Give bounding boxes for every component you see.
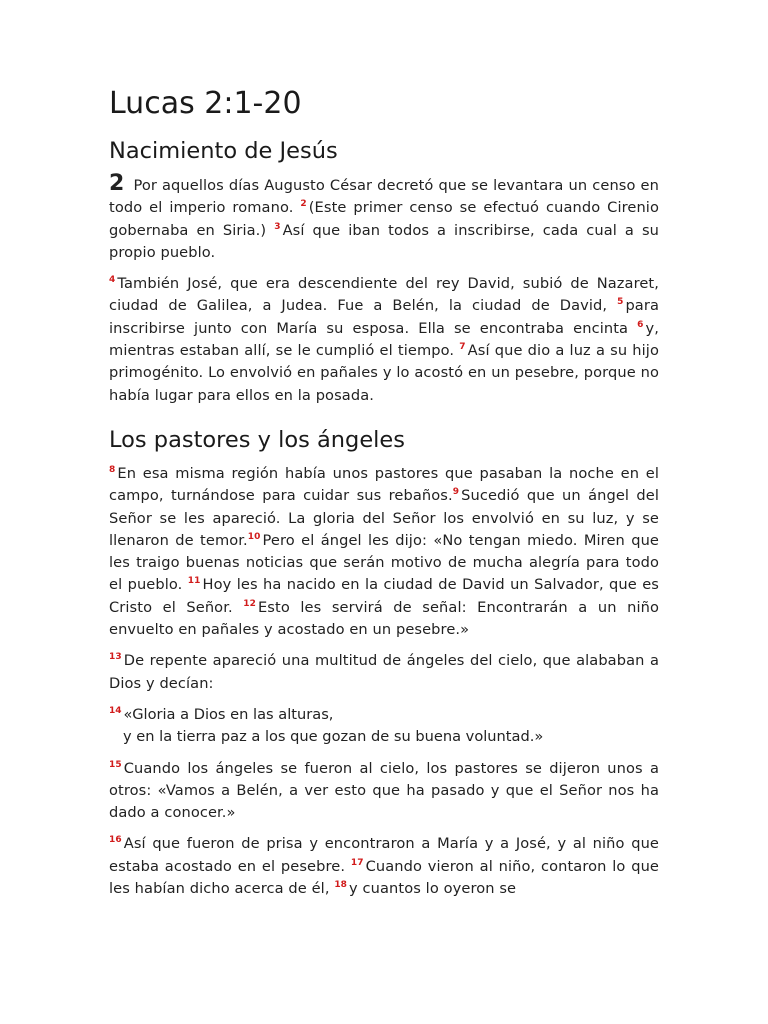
verse-text-2: (Este primer censo se efectuó cuando Cirenio gobernaba en Siria.): [109, 199, 659, 239]
verse-text-11: Hoy les ha nacido en la ciudad de David un Salvador, que es Cristo el Señor.: [109, 576, 659, 616]
verse-text-18: y cuantos lo oyeron se: [349, 880, 517, 898]
verse-number-11: 11: [187, 576, 201, 587]
verse-number-9: 9: [452, 487, 460, 498]
verse-number-4: 4: [109, 275, 116, 286]
verse-text-3: Así que iban todos a inscribirse, cada cual a su propio pueblo.: [109, 221, 659, 261]
verse-number-13: 13: [109, 652, 122, 663]
paragraph-7: [109, 833, 659, 900]
section-heading-shepherds: Los pastores y los ángeles: [109, 426, 405, 453]
page-title: Lucas 2:1-20: [109, 86, 302, 121]
verse-number-8: 8: [109, 464, 116, 475]
verse-text-8: En esa misma región había unos pastores que pasaban la noche en el campo, turnándose para cuidar sus rebaños.: [109, 464, 659, 505]
verse-text-16: Así que fueron de prisa y encontraron a María y a José, y al niño que estaba acostado en el pesebre.: [109, 835, 659, 875]
verse-text-1: Por aquellos días Augusto César decretó que se levantara un censo en todo el imperio romano.: [109, 177, 659, 217]
paragraph-3: [109, 463, 659, 641]
verse-text-4: También José, que era descendiente del rey David, subió de Nazaret, ciudad de Galilea, a Judea. Fue a Belén, la ciudad de David,: [109, 275, 659, 315]
verse-number-2: 2: [300, 199, 307, 210]
verse-number-15: 15: [109, 759, 122, 770]
chapter-number: 2: [109, 171, 125, 196]
document-page: [109, 84, 659, 909]
verse-number-18: 18: [334, 880, 348, 891]
verse-text-15: Cuando los ángeles se fueron al cielo, los pastores se dijeron unos a otros: «Vamos a Belén, a ver esto que ha pasado y que el Señor nos ha dado a conocer.»: [109, 759, 659, 822]
verse-text-13: De repente apareció una multitud de ángeles del cielo, que alababan a Dios y decían:: [109, 652, 659, 692]
verse-number-17: 17: [350, 857, 364, 868]
verse-text-5: para inscribirse junto con María su esposa. Ella se encontraba encinta: [109, 297, 659, 337]
poetry-line-1: «Gloria a Dios en las alturas,: [123, 705, 334, 723]
verse-number-5: 5: [617, 297, 624, 308]
verse-text-7: Así que dio a luz a su hijo primogénito. Lo envolvió en pañales y lo acostó en un pesebre, porque no había lugar para ellos en la posada.: [109, 342, 659, 404]
verse-number-16: 16: [109, 835, 122, 846]
verse-number-10: 10: [247, 531, 261, 542]
verse-number-3: 3: [274, 221, 281, 232]
verse-text-10: Pero el ángel les dijo: «No tengan miedo. Miren que les traigo buenas noticias que serán motivo de mucha alegría para todo el pueblo.: [109, 531, 659, 594]
paragraph-4: [109, 650, 659, 695]
poetry-line-2: y en la tierra paz a los que gozan de su buena voluntad.»: [123, 728, 544, 746]
paragraph-1: [109, 171, 659, 264]
verse-text-6: y, mientras estaban allí, se le cumplió el tiempo.: [109, 319, 659, 360]
section-heading-birth: Nacimiento de Jesús: [109, 138, 338, 164]
verse-text-12: Esto les servirá de señal: Encontrarán a un niño envuelto en pañales y acostado en un pesebre.»: [109, 598, 659, 639]
verse-text-17: Cuando vieron al niño, contaron lo que les habían dicho acerca de él,: [109, 857, 659, 898]
verse-number-7: 7: [459, 342, 466, 353]
poetry-verse-14: [109, 704, 659, 749]
verse-number-6: 6: [637, 319, 644, 330]
verse-text-9: Sucedió que un ángel del Señor se les apareció. La gloria del Señor los envolvió en su luz, y se llenaron de temor.: [109, 487, 660, 549]
paragraph-2: [109, 273, 659, 407]
verse-number-12: 12: [243, 598, 256, 609]
paragraph-6: [109, 758, 659, 825]
verse-number-14: 14: [109, 705, 122, 716]
